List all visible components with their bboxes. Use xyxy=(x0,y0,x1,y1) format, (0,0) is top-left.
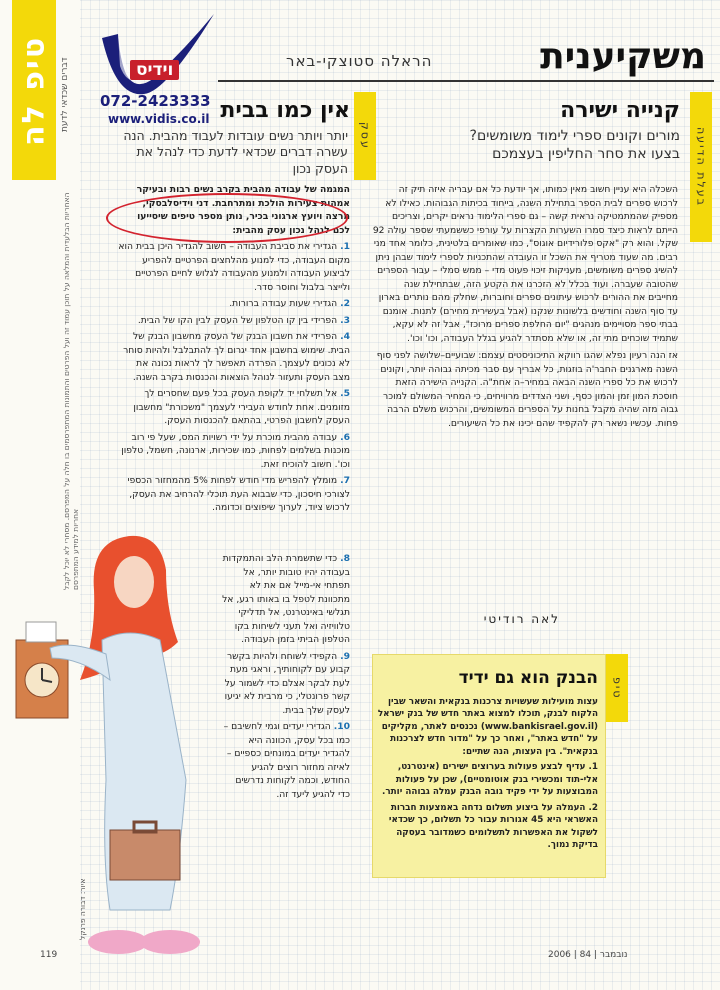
logo-phone: 072-2423333 xyxy=(100,92,211,110)
tip-paragraph: 1. עדיף לבצע פעולות בערוצים ישירים (אינטרנט, אלי-תוד ומכשירי בנק אוטומטיים), שכן על פעולות המבוצעות על ידי פקיד גובה הבנק עמלה גבוהה יותר. xyxy=(382,762,598,798)
page-title: משקיענית xyxy=(540,36,706,77)
list-item: 2. הגדירי שעות עבודה ברורות. xyxy=(229,298,350,310)
side-brand: טיפ לה xyxy=(16,35,52,146)
logo-website: www.vidis.co.il xyxy=(108,112,210,126)
tab-center-section: עסק xyxy=(354,92,376,180)
tab-right-section: בעלת הדיעה xyxy=(690,92,712,242)
list-item: 1. הגדירי את סביבת העבודה – חשוב להגדיר היכן בבית הוא מקום העבודה, כדי למנוע מהלחצים הפרטיים להפריע לביצוע העבודה ולמנוע מהעבודה לגלוש לחיים הפרטיים ולייצר בלבול וחוסר סדר. xyxy=(118,241,350,293)
tip-paragraph: עצות מועילות שעשויות צרכנות בנקאית והשאר שבין הלקוח לבנק, תוכלו למצוא באתר חדש של בנק ישראל (www.bankisrael.gov.il) נכנסים לאתר, מקליקים על "חדש באתר", ואחר כך על "מדור חדש לצרכנות בנקאית". בין העצות, הנה שתיים: xyxy=(377,697,598,757)
woman-illustration xyxy=(10,530,230,970)
right-article-signature: לאה רודיטי xyxy=(483,612,560,626)
tab-tip: טיפ xyxy=(606,654,628,722)
header-divider xyxy=(218,80,714,82)
illustration-credit: איור: דבורה פרנקל xyxy=(78,878,87,940)
highlight-oval xyxy=(106,193,348,243)
side-subtitle: דברים שכדאי לדעת xyxy=(60,57,70,133)
list-item: 10. הגדירי יעדים וגמי לחשיבם – כמו בכל עסק, הכוונה היא להגדיר יעדים במונחים כספיים – לאיזה מחזור רוצים להגיע החודש, וכמה לקוחות נדרשים כדי להגיע ליעד זה. xyxy=(223,721,350,800)
list-item: 4. הפרידי את חשבון הבנק של העסק מחשבון הבנק של הבית. שימוש בחשבון אחד יגרום לך להתבלבל ולהיות סוחר לא נכונים לעצמך. הפרדה תאפשר לך לראות נכונה את מצב העסק ותעזור לנוהל הוצאות והכנסות בקרב השנה. xyxy=(123,331,350,383)
page-number: 119 xyxy=(40,950,58,960)
logo-swoosh-icon xyxy=(96,8,226,103)
list-item: 9. הקפידי לשוחח ולהיות בקשר קבוע עם לקוחותיך, וראגי מעת לעת לבקר אצלם כדי לשמור על קשר פרונטלי, כי מרבית לא יגיעו לעסק שלך בבית. xyxy=(224,650,350,716)
center-article-intro: המגמה של עבודה מהבית בקרב נשים רבות ובעיקר אמהות צעירות הולכת ומתרחבת. דני וידיסלבסקי, מרצה ויועץ ארגוני בכיר, נותן מספר טיפים שיסייעו לכם לנהל נכון עסק מהבית: xyxy=(136,184,350,236)
right-article-deck: מורים וקונים ספרי לימוד משומשים? בצעו את סחר החליפין בעצמכם xyxy=(469,128,680,162)
tip-paragraph: 2. העמלה על ביצוע תשלום נדחה באמצעות חברות האשראי היא 45 אגורות עבור כל תשלום, כך שכדאי לשקול את האפשרות לתשלומים כשמדובר בעסקה בדיקת נמוך. xyxy=(388,802,598,851)
vidis-logo xyxy=(96,8,226,128)
right-article-paragraph: אז הנה רעיון נפלא שהגו רווקא התיכוניסטים עצמם: שבועיים–שלושה לפני סוף השנה מארגנים החבר'ה בוזגות, כל אבריך עם סבר מכיתה גבוהה יותר, וקונים לרכוש את כל ספרי השנה הבאה במחיר–ה אחת"ה. הקנייה הישירה הזאת חוסכת המון זמן והמון כסף, ושני הצדדים מרוויחים, כי המחיר המשולם למוכר גבוה מזה שהיה מקבל בחנות על הספרים המשומשים, והרכוש משלם הרבה פחות. עכשיו נשאר רק להקפיד שהם יכינו את כל השיעורים. xyxy=(376,350,678,429)
right-article-title: קנייה ישירה xyxy=(560,98,680,123)
logo-word: וידיס xyxy=(130,60,179,80)
list-item: 5. אל תשלחי יד לקופת העסק בכל פעם שחסרים לך מזומנים. אחת לחודש העבירי לעצמך "משכורת" מחשבון העסק לחשבון הפרטי, בהתאם להכנסות העסק. xyxy=(133,388,350,427)
right-article-body xyxy=(372,183,678,434)
list-item: 6. עבודה מהבית מוכרת על ידי רשויות המס, שעל פי רוב מוכנות בשלמים לפחות, כמו שכירות, ארנונה, חשמל, טלפון וכו'. חשוב להוכיח זאת. xyxy=(121,431,350,470)
tip-title: הבנק הוא גם ידיד xyxy=(458,668,598,688)
briefcase-icon xyxy=(110,830,180,880)
center-article-title: אין כמו בבית xyxy=(220,98,350,123)
list-item: 8. כדי שתשמרת הלב והתמקדות בעבודה יהיו טובות יותר, אל תפתחי אי-מייל אם את לא מתכוונת לטפל בו באותו רגע, אל תגלשי באינטרנט, אל תדליקי טלוויזיה ואל תעני לשיחות בקו הטלפון הביתי בזמן העבודה. xyxy=(222,553,350,646)
page-author: הראלה סטוצקי-באר xyxy=(286,52,433,70)
tip-body xyxy=(376,696,598,855)
right-article-paragraph: השכלה היא עניין חשוב מאין כמותו, אך יודעת כל אם עבריה איזה תיק זה לרכוש ספרים לבית הספר בתחילת השנה, בייחוד בכיתות הגבוהות. כאילו לא מספיק שהמתמטיקה נראית קשה – גם ספרי הלימוד נראים יקרים, וצריכים הייתם לראות כיצד סמרו השערות הקצרות על עורפי כששמעתי שספר עולה 92 שקל. והוא רק "אקס פלורידיום אוגוס", כמו שאומרים בלטינית, כלומר אחד מני רבים. מה שעוד מטריף את השכל זו העובדה שהתכניות לספרי לימוד שבהן ניתן להשיג ספרים משומשים, מעניקות זיכוי פעוט מדי – ממש סמלי – עבור הספרים שהטובה שעברה. ועוד בכלל לא הזכרנו את הקטע הזה, שבתחילת שנה מחייבים את ההורים לרכוש עיתונים ספרים וחוברות, שחלק מהם נותרים בארון עד סוף השנה וחודשים בלשונות שנקנו (אבל בעשירית מחירם) לתנות. אומנם בבתי ספר מסויימים מנהגים "יום החלפת ספרים מרוכז", אבל זה לא עקא, שתמיד שוכחים מתי זה, או שלא מסתדר להגיע בגלל העבודה, וכו' וכו'. xyxy=(372,184,678,344)
list-item: 7. מומלץ להפריש מדי חודש לפחות 5% מהמחזור הכספי לצורכי חיסכון, כדי שבבוא העת תוכלי להרחיב את העסק, לרכוש ציוד, לערוך שיפוצים וכדומה. xyxy=(127,475,350,514)
center-article-tail xyxy=(222,552,350,804)
center-article-deck: יותר ויותר נשים עובדות לעבוד מהבית. הנה עשרה דברים שכדאי לדעת כדי לנהל את העסק נכון xyxy=(123,128,348,176)
issue-info: 2006 | נובמבר | 84 xyxy=(548,950,628,960)
list-item: 3. הפרידי בין קו הטלפון של העסק לבין הקו של הבית. xyxy=(137,314,350,326)
side-disclaimer: האחריות הבלעדית והמלאה על תוכן עמוד זה ועל הפרטים והתמונות המתפרסמים בו חלה על המפרסם. מסחרי לא יוכל לקבל אחריות למידע המתפרסם xyxy=(62,192,80,590)
